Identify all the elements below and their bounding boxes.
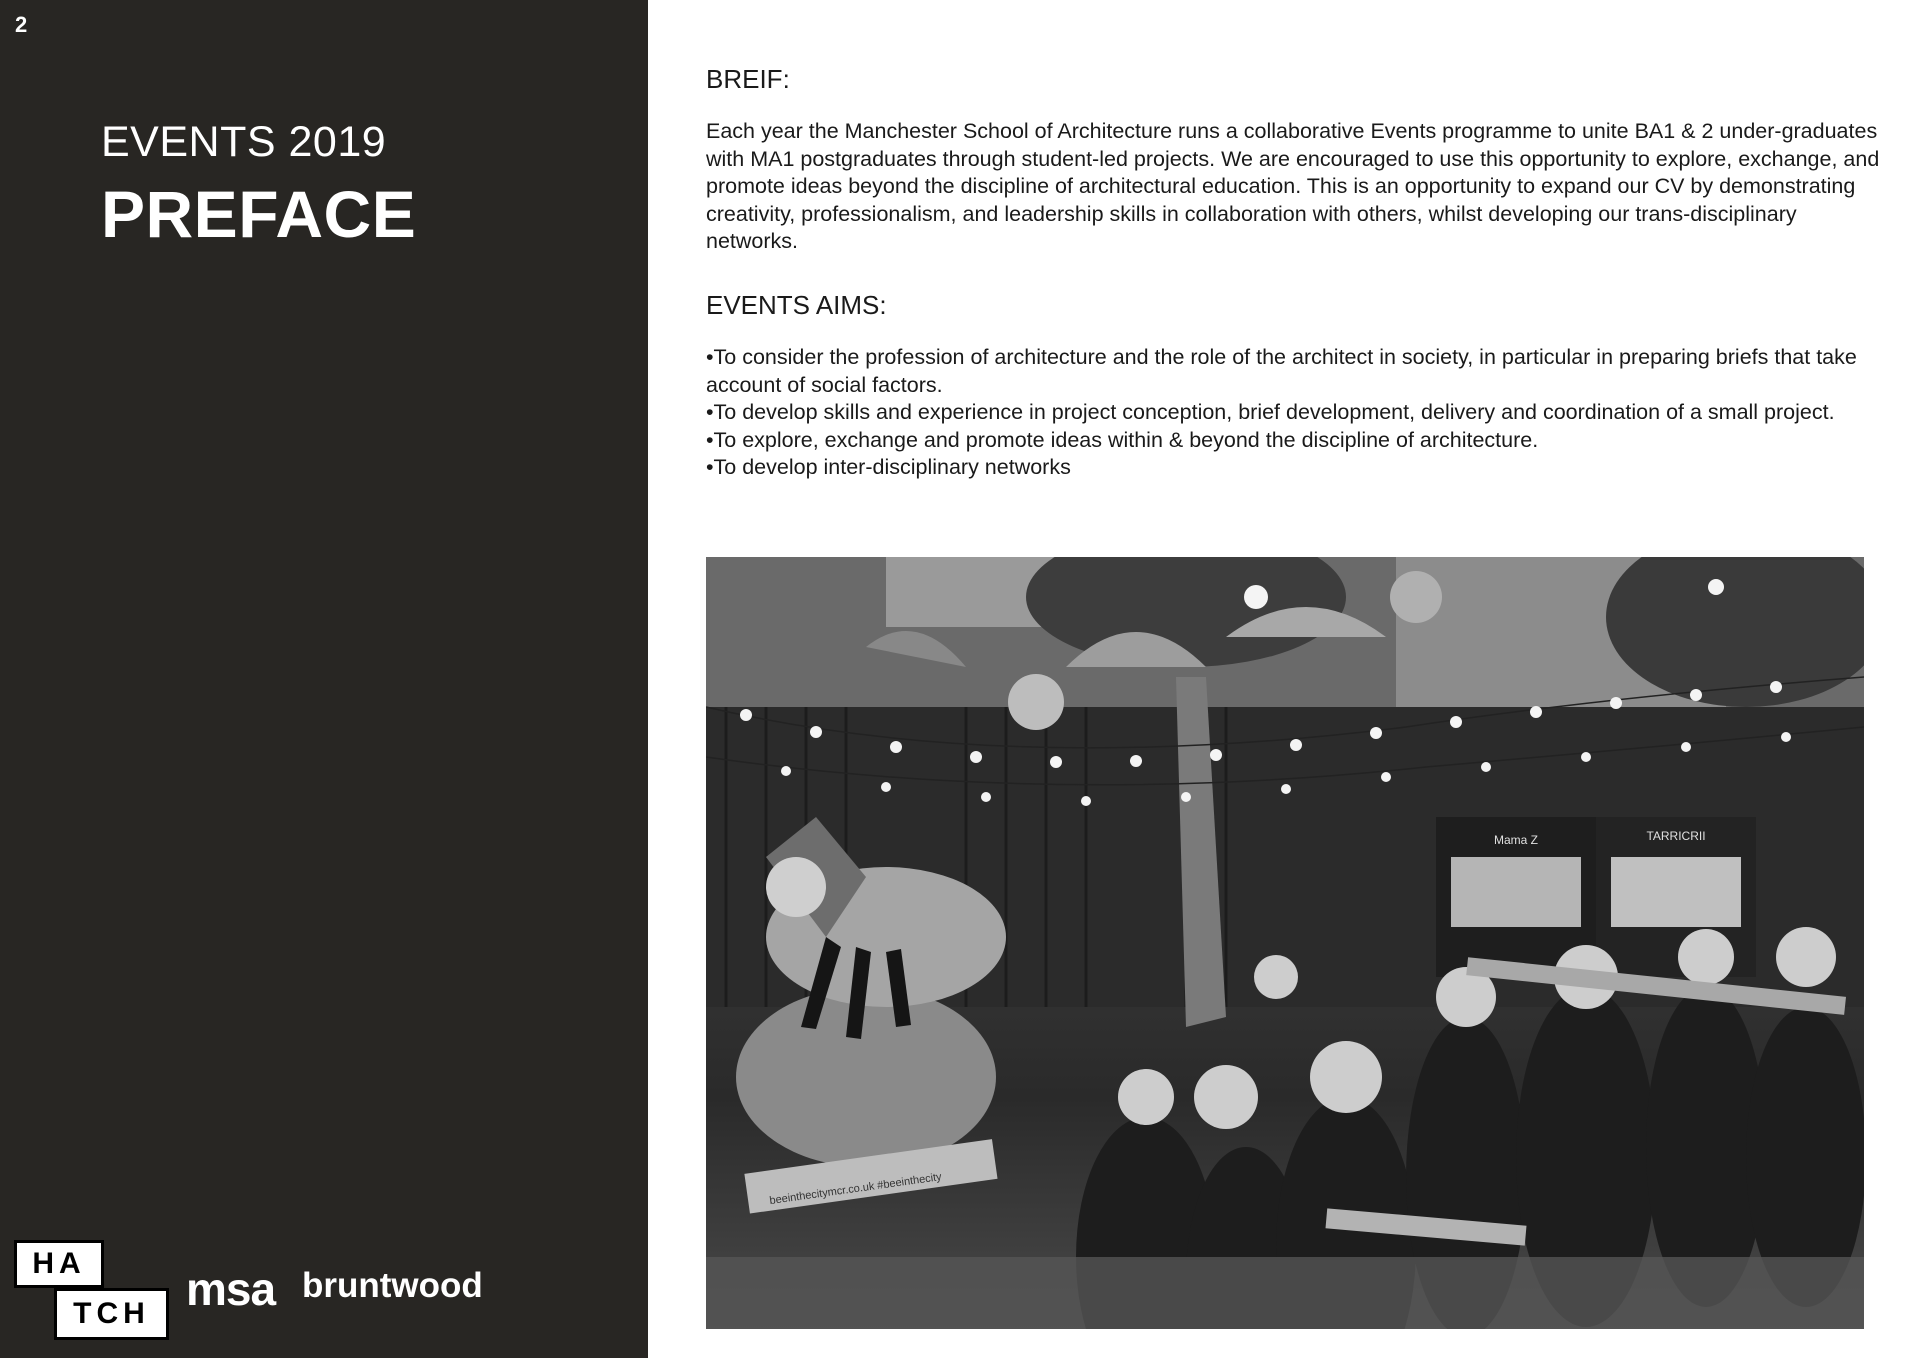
aim-item: • To develop skills and experience in project conception, brief development, delivery and coordination of a small project. <box>706 399 1881 427</box>
page-number: 2 <box>15 12 28 37</box>
page-title: PREFACE <box>101 177 417 251</box>
brief-heading: BREIF: <box>706 64 790 94</box>
kiosk-sign-right: TARRICRII <box>1646 829 1706 843</box>
bruntwood-logo: bruntwood <box>302 1266 483 1305</box>
photo-banner-text: beeinthecitymcr.co.uk #beeinthecity <box>768 1171 943 1208</box>
brief-paragraph: Each year the Manchester School of Architecture runs a collaborative Events programme to unite BA1 & 2 under-graduates with MA1 postgraduates through student-led projects. We are encouraged to use this opportunity to explore, exchange, and promote ideas beyond the discipline of architectural education. This is an opportunity to expand our CV by demonstrating creativity, professionalism, and leadership skills in collaboration with others, whilst developing our trans-disciplinary networks. <box>706 119 1880 253</box>
left-panel <box>0 0 648 1358</box>
kiosk-sign-left: Mama Z <box>1493 833 1539 847</box>
hatch-logo-top: HA <box>14 1240 104 1288</box>
events-year-heading: EVENTS 2019 <box>101 118 387 166</box>
hatch-logo-bottom: TCH <box>54 1288 169 1340</box>
aim-item: • To explore, exchange and promote ideas within & beyond the discipline of architecture. <box>706 427 1881 455</box>
aim-item: • To develop inter-disciplinary networks <box>706 454 1881 482</box>
partner-logos <box>14 1240 483 1340</box>
aims-list <box>706 344 1881 482</box>
msa-logo: msa <box>186 1263 276 1315</box>
event-photo <box>706 557 1864 1329</box>
aim-item: • To consider the profession of architecture and the role of the architect in society, in particular in preparing briefs that take account of social factors. <box>706 344 1881 399</box>
aims-heading: EVENTS AIMS: <box>706 290 887 320</box>
